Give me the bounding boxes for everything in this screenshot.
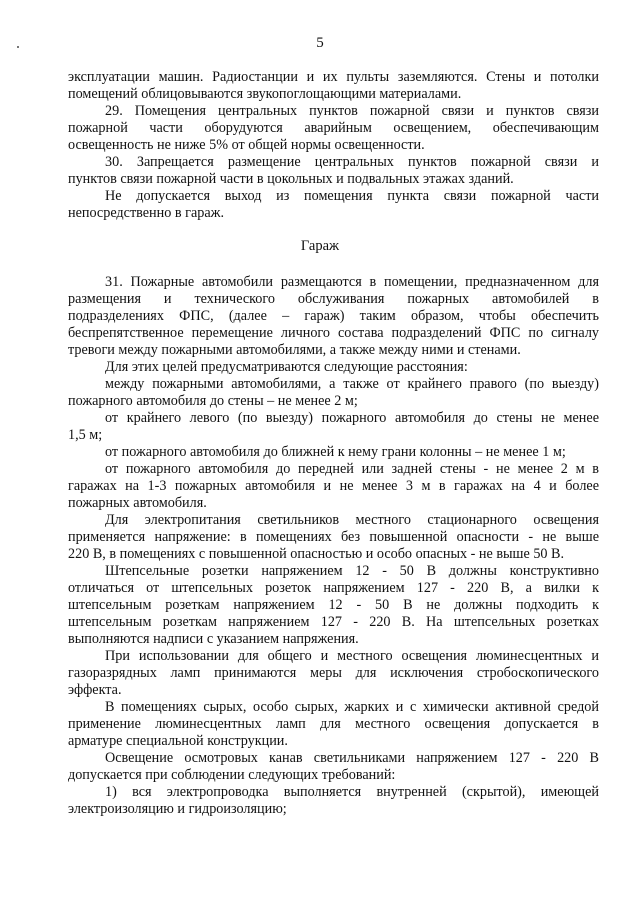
text-line: 31. Пожарные автомобили размещаются в помещении, предназначенном для [105, 274, 599, 290]
text-line: газоразрядных ламп принимаются меры для исключения стробоскопического [68, 665, 599, 681]
text-line: пожарных автомобиля. [68, 495, 207, 511]
text-line: пожарной части оборудуются аварийным освещением, обеспечивающим [68, 120, 599, 136]
text-line: размещения и технического обслуживания пожарных автомобилей в [68, 291, 599, 307]
text-line: выполняются надписи с указанием напряжения. [68, 631, 359, 647]
text-line: 1,5 м; [68, 427, 103, 443]
section-title: Гараж [300, 238, 340, 254]
text-line: применяется напряжение: в помещениях без повышенной опасности - не выше [68, 529, 599, 545]
text-line: арматуре специальной конструкции. [68, 733, 288, 749]
text-line: эффекта. [68, 682, 122, 698]
text-line: Штепсельные розетки напряжением 12 - 50 В должны конструктивно [105, 563, 599, 579]
text-line: тревоги между пожарными автомобилями, а также между ними и стенами. [68, 342, 521, 358]
text-line: Не допускается выход из помещения пункта связи пожарной части [105, 188, 599, 204]
page-number: 5 [316, 35, 324, 51]
text-line: штепсельным розеткам напряжением 12 - 50 В не должны подходить к [68, 597, 599, 613]
text-line: помещений облицовываются звукопоглощающими материалами. [68, 86, 462, 102]
text-line: 29. Помещения центральных пунктов пожарной связи и пунктов связи [105, 103, 599, 119]
text-block-garage [68, 274, 599, 818]
text-line: 1) вся электропроводка выполняется внутренней (скрытой), имеющей [105, 784, 599, 800]
text-line: от пожарного автомобиля до передней или задней стены - не менее 2 м в [105, 461, 599, 477]
text-line: Освещение осмотровых канав светильниками напряжением 127 - 220 В [105, 750, 599, 766]
text-line: отличаться от штепсельных розеток напряжением 127 - 220 В, а вилки к [68, 580, 599, 596]
text-line: применение люминесцентных ламп для местного освещения допускается в [68, 716, 599, 732]
text-line: подразделениях ФПС, (далее – гараж) таким образом, чтобы обеспечить [68, 308, 599, 324]
text-line: непосредственно в гараж. [68, 205, 224, 221]
text-line: электроизоляцию и гидроизоляцию; [68, 801, 287, 817]
text-line: При использовании для общего и местного освещения люминесцентных и [105, 648, 599, 664]
text-line: 220 В, в помещениях с повышенной опасностью и особо опасных - не выше 50 В. [68, 546, 565, 562]
text-line: Для электропитания светильников местного стационарного освещения [105, 512, 599, 528]
text-line: 30. Запрещается размещение центральных пунктов пожарной связи и [105, 154, 599, 170]
text-line: Для этих целей предусматриваются следующие расстояния: [105, 359, 468, 375]
text-line: от крайнего левого (по выезду) пожарного автомобиля до стены не менее [105, 410, 599, 426]
text-line: гаражах на 1-3 пожарных автомобиля и не менее 3 м в гаражах на 4 и более [68, 478, 599, 494]
text-line: В помещениях сырых, особо сырых, жарких и с химически активной средой [105, 699, 599, 715]
text-line: беспрепятственное перемещение личного состава подразделений ФПС по сигналу [68, 325, 599, 341]
text-line: от пожарного автомобиля до ближней к нему грани колонны – не менее 1 м; [105, 444, 566, 460]
text-line: пожарного автомобиля до стены – не менее 2 м; [68, 393, 358, 409]
text-line: между пожарными автомобилями, а также от крайнего правого (по выезду) [105, 376, 599, 392]
text-line: пунктов связи пожарной части в цокольных и подвальных этажах зданий. [68, 171, 514, 187]
text-block-upper [68, 69, 599, 222]
text-line: штепсельным розеткам напряжением 127 - 220 В. На штепсельных розетках [68, 614, 599, 630]
text-line: освещенность не ниже 5% от общей нормы освещенности. [68, 137, 425, 153]
text-line: эксплуатации машин. Радиостанции и их пульты заземляются. Стены и потолки [68, 69, 599, 85]
text-line: допускается при соблюдении следующих требований: [68, 767, 396, 783]
